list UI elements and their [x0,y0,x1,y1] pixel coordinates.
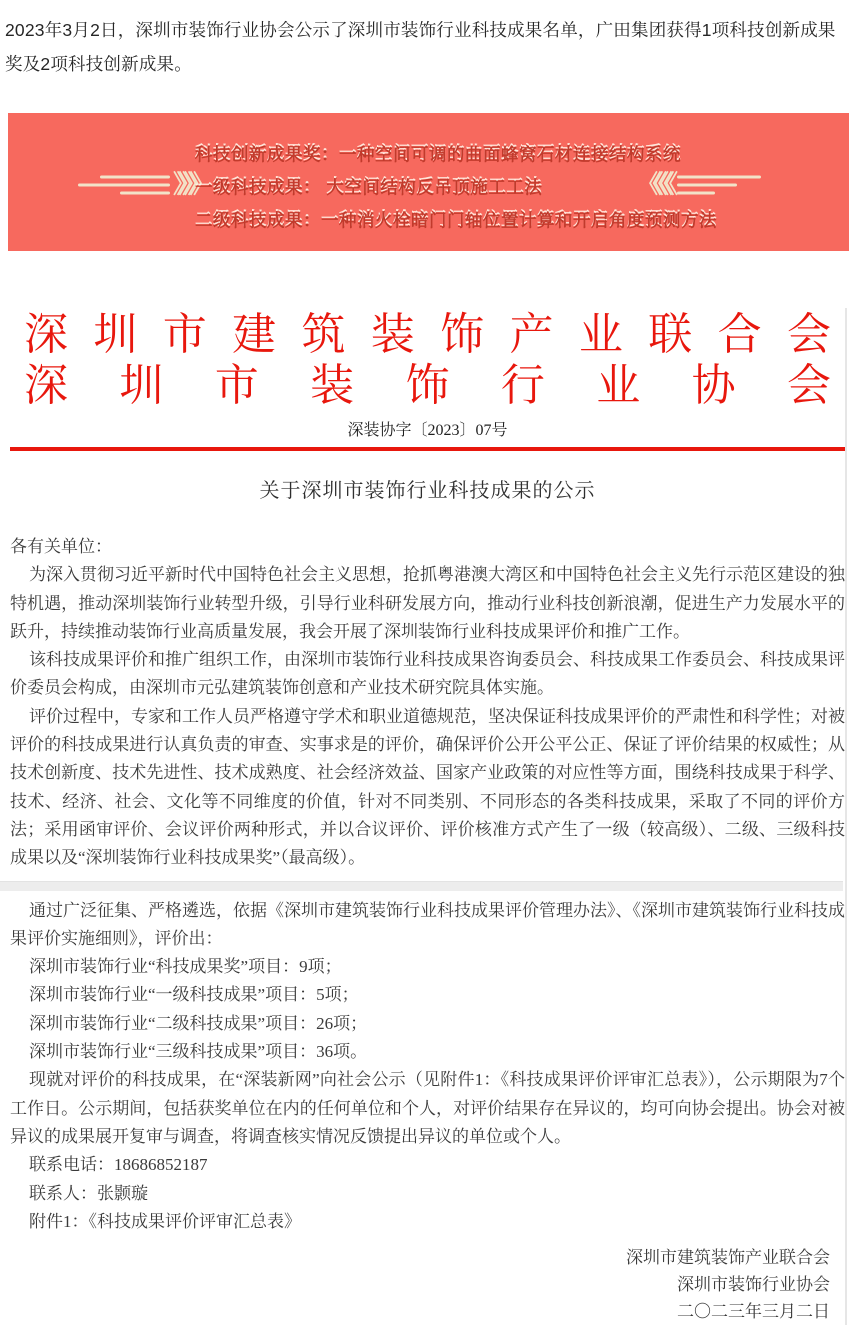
paragraph: 该科技成果评价和推广组织工作，由深圳市装饰行业科技成果咨询委员会、科技成果工作委员会、科技成果评价委员会构成，由深圳市元弘建筑装饰创意和产业技术研究院具体实施。 [10,650,845,698]
banner-line-level2: 二级科技成果：一种消火栓暗门门轴位置计算和开启角度预测方法 [195,210,717,231]
chevron-right-ornament-icon: 》》》》 [173,170,208,199]
signature-date: 二〇二三年三月二日 [677,1302,830,1322]
letterhead-org-federation: 深 圳 市 建 筑 装 饰 产 业 联 合 会 [24,310,831,359]
salutation: 各有关单位： [10,537,112,556]
section-divider [0,881,843,891]
paragraph: 现就对评价的科技成果，在“深装新网”向社会公示（见附件1：《科技成果评价评审汇总表》），公示期限为7个工作日。公示期间，包括获奖单位在内的任何单位和个人，对评价结果存在异议的，均可向协会提出。协会对被异议的成果展开复审与调查，将调查核实情况反馈提出异议的单位或个人。 [10,1070,845,1146]
banner-left-ornament [78,170,211,199]
intro-paragraph: 2023年3月2日，深圳市装饰行业协会公示了深圳市装饰行业科技成果名单，广田集团获得1项科技创新成果奖及2项科技创新成果。 [5,20,836,74]
result-item: 深圳市装饰行业“三级科技成果”项目：36项。 [29,1042,368,1062]
document-body [10,533,845,873]
banner-line-level1: 一级科技成果： 大空间结构反吊顶施工工法 [195,177,543,198]
result-item: 深圳市装饰行业“二级科技成果”项目：26项； [29,1013,368,1033]
signature-org-federation: 深圳市建筑装饰产业联合会 [626,1248,830,1268]
ornament-lines-left [78,176,170,195]
document-number: 深装协字〔2023〕07号 [347,422,508,439]
paragraph: 为深入贯彻习近平新时代中国特色社会主义思想，抢抓粤港澳大湾区和中国特色社会主义先行示范区建设的独特机遇，推动深圳装饰行业转型升级，引导行业科研发展方向，推动行业科技创新浪潮，促进生产力发展水平的跃升，持续推动装饰行业高质量发展，我会开展了深圳装饰行业科技成果评价和推广工作。 [10,565,845,641]
signature-block [0,1244,830,1325]
attachment-line: 附件1：《科技成果评价评审汇总表》 [29,1211,301,1231]
banner-line-award: 科技创新成果奖：一种空间可调的曲面蜂窝石材连接结构系统 [195,144,681,165]
content-right-border [845,308,847,1325]
signature-org-association: 深圳市装饰行业协会 [677,1275,830,1295]
award-banner [8,113,849,251]
result-item: 深圳市装饰行业“一级科技成果”项目：5项； [29,985,359,1005]
paragraph: 通过广泛征集、严格遴选，依据《深圳市建筑装饰行业科技成果评价管理办法》、《深圳市建筑装饰行业科技成果评价实施细则》，评价出： [10,900,845,948]
contact-person: 联系人：张颢璇 [29,1183,148,1203]
contact-phone: 联系电话：18686852187 [29,1155,208,1175]
letterhead [24,309,831,411]
document-body-results [10,897,845,1237]
banner-right-ornament [633,170,761,199]
ornament-lines-right [677,176,761,195]
chevron-left-ornament-icon: 《《《《 [636,170,671,199]
paragraph: 评价过程中，专家和工作人员严格遵守学术和职业道德规范，坚决保证科技成果评价的严肃性和科学性；对被评价的科技成果进行认真负责的审查、实事求是的评价，确保评价公开公平公正、保证了评价结果的权威性；从技术创新度、技术先进性、技术成熟度、社会经济效益、国家产业政策的对应性等方面，围绕科技成果于科学、技术、经济、社会、文化等不同维度的价值，针对不同类别、不同形态的各类科技成果，采取了不同的评价方法；采用函审评价、会议评价两种形式，并以合议评价、评价核准方式产生了一级（较高级）、二级、三级科技成果以及“深圳装饰行业科技成果奖”（最高级）。 [10,706,845,868]
letterhead-red-rule [10,447,845,451]
result-item: 深圳市装饰行业“科技成果奖”项目：9项； [29,957,342,977]
letterhead-org-association: 深 圳 市 装 饰 行 业 协 会 [24,361,831,410]
document-title: 关于深圳市装饰行业科技成果的公示 [259,480,596,502]
